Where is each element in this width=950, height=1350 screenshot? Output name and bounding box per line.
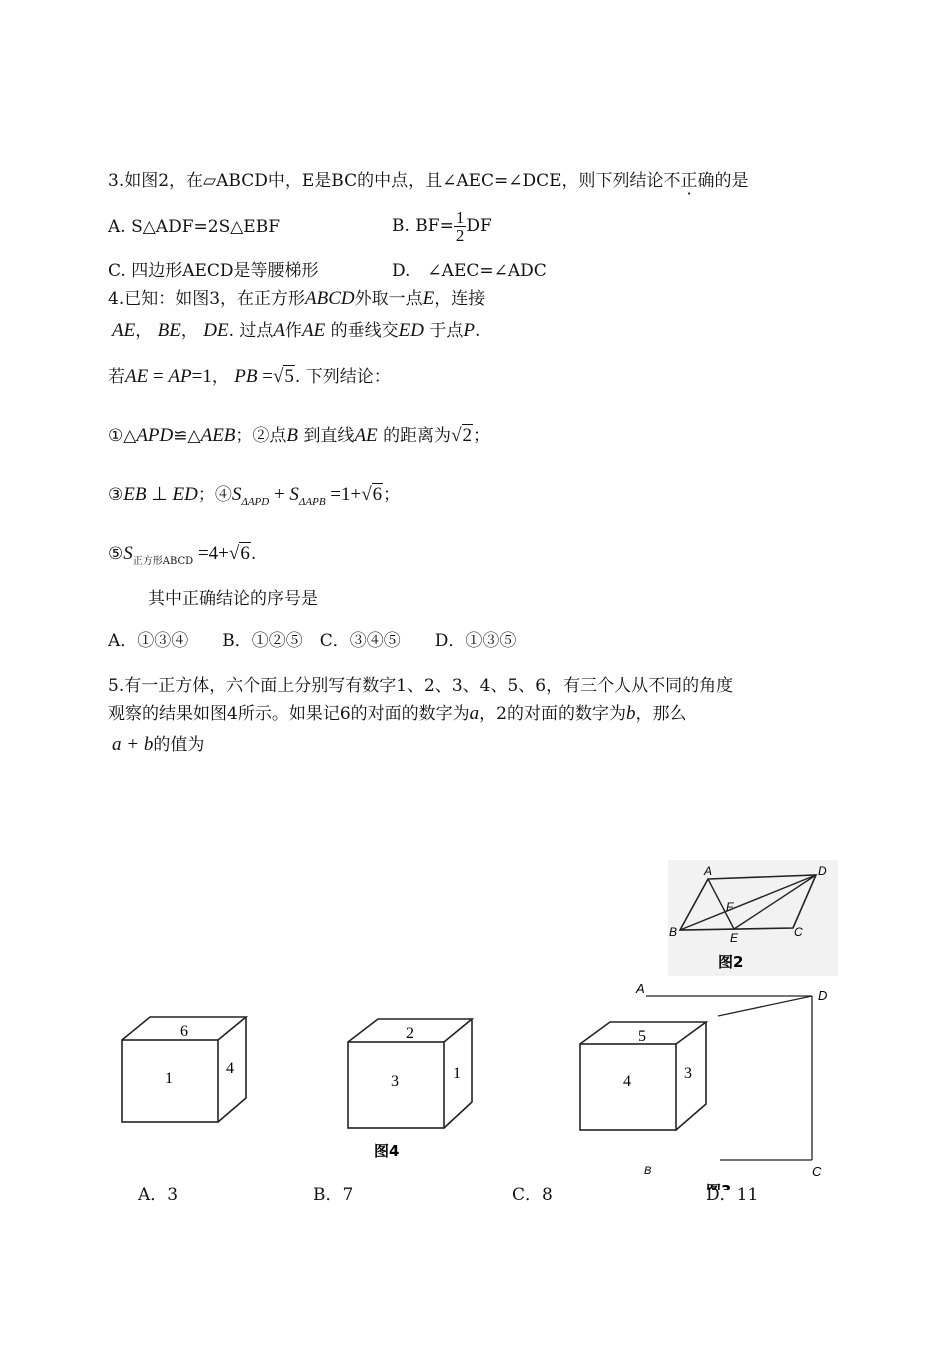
fig2-label-A: A — [704, 864, 713, 878]
math-var: P — [463, 320, 475, 341]
math-var: b — [625, 703, 636, 724]
figure-2 — [668, 860, 838, 976]
cube2-front-label: 3 — [391, 1073, 399, 1090]
cube1-side-label: 4 — [226, 1060, 234, 1077]
figure-4-drawing — [110, 1010, 730, 1170]
text: ；②点 — [235, 426, 287, 446]
fraction-numerator: 1 — [455, 208, 465, 227]
figure-2-drawing — [668, 860, 838, 976]
cube1-front-label: 1 — [165, 1070, 173, 1087]
subscript: ΔAPD — [241, 496, 270, 508]
cube3-side-label: 3 — [684, 1065, 692, 1082]
fig2-label-F: F — [726, 900, 734, 914]
q3-option-b-suffix: DF — [466, 216, 492, 236]
text: ；④ — [197, 485, 232, 505]
text: 作 — [285, 321, 302, 341]
text: 若 — [108, 367, 125, 387]
text: . 下列结论： — [294, 367, 391, 387]
parallelogram-symbol: ▱ — [203, 171, 217, 191]
q3-option-c: C. 四边形AECD是等腰梯形 — [108, 261, 319, 281]
text: 的值为 — [153, 735, 205, 755]
q5-option-b: B．7 — [313, 1185, 354, 1205]
math-var: ED — [172, 484, 198, 505]
figure-4 — [110, 1010, 730, 1170]
cube2-side-label: 1 — [453, 1065, 461, 1082]
cube-1 — [122, 1017, 246, 1122]
q3-stem-part: 3.如图2，在 — [108, 171, 204, 191]
text: ，那么 — [635, 704, 687, 724]
cube3-top-label: 5 — [638, 1028, 646, 1045]
fig3-label-D: D — [818, 988, 828, 1003]
fig2-caption: 图2 — [718, 953, 744, 971]
q4-conclusion-3-4: ③EB ⊥ ED；$④S_{\Delta APD} + S_{\Delta APB} =1+√6$； — [108, 484, 401, 508]
fig3-label-C: C — [812, 1164, 822, 1179]
math-var: PB — [234, 366, 258, 387]
sqrt-expression: √6 — [361, 484, 383, 505]
q3-option-a: A. S△ADF=2S△EBF — [108, 217, 280, 237]
q5-option-d: D．11 — [706, 1185, 759, 1205]
fig2-label-B: B — [669, 925, 678, 939]
cube-2 — [348, 1019, 472, 1160]
sqrt-expression: √2 — [451, 425, 472, 446]
math-var: B — [286, 425, 299, 446]
q5-line3 — [112, 734, 204, 756]
fig2-label-E: E — [730, 931, 739, 945]
subscript: 正方形ABCD — [132, 556, 194, 567]
q5-option-c: C．8 — [512, 1185, 553, 1205]
math-var: AE — [112, 320, 136, 341]
text: ①△ — [108, 426, 137, 446]
radicand: 2 — [462, 425, 472, 446]
subscript: ΔAPB — [298, 496, 326, 508]
q3-stem-part: ABCD中，E是BC的中点，且∠AEC=∠DCE，则下列结论 — [216, 171, 664, 191]
math-expression: a + b — [112, 734, 154, 755]
math-var: DE — [203, 320, 229, 341]
text: 于点 — [429, 321, 464, 341]
fig3-label-B: B — [644, 1165, 652, 1177]
text: 的垂线交 — [330, 321, 399, 341]
math-var: ED — [398, 320, 424, 341]
q4-options: A．①③④ B．①②⑤ C．③④⑤ D．①③⑤ — [108, 631, 517, 651]
math-var: A — [273, 320, 285, 341]
text: ≌△ — [173, 426, 201, 446]
q5-line1: 5.有一正方体，六个面上分别写有数字1、2、3、4、5、6，有三个人从不同的角度 — [108, 676, 734, 696]
text: . 过点 — [228, 321, 274, 341]
math-var: a — [469, 703, 480, 724]
q4-line2: AE， BE， DE. 过点A作AE 的垂线交ED 于点P. — [112, 320, 481, 341]
radicand: 5 — [284, 366, 294, 387]
math-var: AE — [125, 366, 149, 387]
cube-3 — [580, 1022, 706, 1130]
math-var: ABCD — [305, 288, 355, 309]
text: ③ — [108, 485, 124, 505]
q5-option-a: A．3 — [138, 1185, 179, 1205]
cube3-front-label: 4 — [623, 1073, 631, 1090]
sqrt-expression: √5 — [272, 366, 294, 387]
q3-emphasis: 不正确 — [663, 171, 715, 191]
q4-conclusion-1-2: ①△APD≌△AEB；②点B 到直线AE 的距离为√2； — [108, 425, 490, 446]
text: ，连接 — [434, 289, 486, 309]
math-value: =1+ — [330, 484, 362, 505]
math-var: APD — [136, 425, 174, 446]
q3-option-b — [392, 204, 492, 248]
sqrt-expression: √6 — [228, 543, 250, 564]
q4-conclusion-5: $⑤S_{正方形ABCD} =4+√6$. — [108, 543, 257, 567]
cube1-top-label: 6 — [180, 1023, 188, 1040]
q3-stem — [108, 170, 749, 192]
radicand: 6 — [240, 543, 250, 564]
math-value: =1 — [191, 366, 212, 387]
q3-option-b-prefix: B. BF= — [392, 216, 454, 236]
text: 到直线 — [303, 426, 355, 446]
q4-ask: 其中正确结论的序号是 — [148, 589, 318, 609]
q5-line2 — [108, 703, 686, 725]
math-var: AE — [354, 425, 378, 446]
fig3-segment-DE — [718, 996, 812, 1016]
math-var: EB — [123, 484, 147, 505]
radicand: 6 — [372, 484, 383, 505]
math-value: =4+ — [197, 543, 229, 564]
cube2-top-label: 2 — [406, 1025, 414, 1042]
text: 观察的结果如图4所示。如果记6的对面的数字为 — [108, 704, 470, 724]
fraction — [454, 209, 467, 244]
q3-option-d: D. ∠AEC=∠ADC — [392, 261, 547, 281]
fig3-label-A: A — [636, 981, 645, 996]
text: ，2的对面的数字为 — [479, 704, 626, 724]
text: 4.已知：如图3，在正方形 — [108, 289, 306, 309]
fig4-caption: 图4 — [374, 1142, 400, 1160]
text: ⑤ — [108, 544, 124, 564]
math-var: AP — [168, 366, 192, 387]
math-var: E — [422, 288, 435, 309]
fraction-denominator: 2 — [455, 226, 465, 245]
text: 外取一点 — [354, 289, 423, 309]
q4-line1 — [108, 288, 485, 310]
q3-stem-part: 的是 — [714, 171, 749, 191]
math-var: AEB — [200, 425, 236, 446]
math-var: AE — [302, 320, 326, 341]
text: 的距离为 — [383, 426, 452, 446]
fig2-label-C: C — [794, 925, 803, 939]
q4-line3: 若AE = AP=1， PB =√5. 下列结论： — [108, 366, 391, 387]
fig2-label-D: D — [818, 864, 827, 878]
math-var: BE — [157, 320, 181, 341]
